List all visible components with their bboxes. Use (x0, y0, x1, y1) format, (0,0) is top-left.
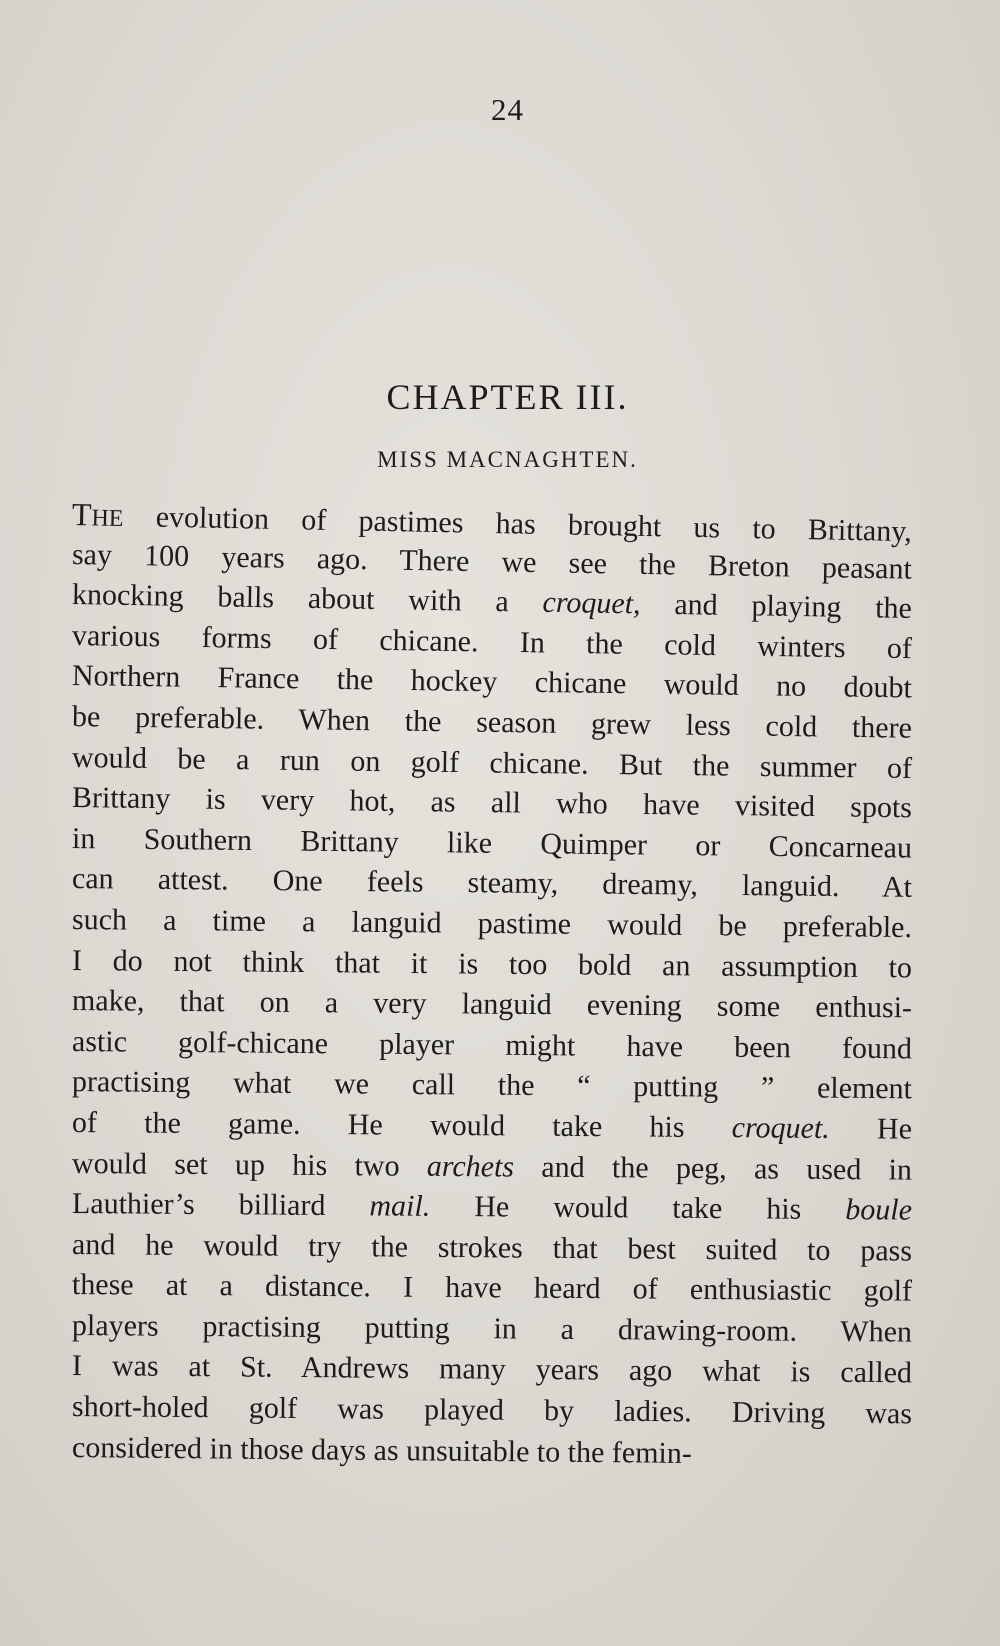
text-segment: and the peg, as used in (513, 1149, 913, 1187)
italic-term: croquet, (542, 585, 641, 621)
text-line (72, 1144, 912, 1191)
text-line (72, 1103, 912, 1150)
text-segment: I was at St. Andrews many years ago what is called (71, 1349, 913, 1390)
page-number: 24 (491, 92, 524, 127)
text-segment: of the game. He would take his (71, 1105, 732, 1145)
text-segment: Lauthier’s billiard (71, 1187, 370, 1223)
opening-word-rest: HE (91, 505, 124, 532)
text-segment: and playing the (640, 587, 913, 626)
text-segment: in Southern Brittany like Quimper or Concarneau (71, 821, 913, 865)
text-segment: would set up his two (71, 1146, 427, 1183)
text-segment: can attest. One feels steamy, dreamy, languid. At (71, 862, 913, 905)
text-segment: would be a run on golf chicane. But the summer of (71, 740, 913, 785)
text-segment: various forms of chicane. In the cold winters of (71, 618, 913, 665)
text-line (72, 981, 912, 1029)
text-segment: players practising putting in a drawing-room. When (71, 1308, 913, 1349)
text-line (72, 1184, 912, 1231)
italic-term: boule (845, 1193, 913, 1227)
text-segment: these at a distance. I have heard of enthusiastic golf (71, 1268, 913, 1308)
text-segment: such a time a languid pastime would be preferable. (71, 902, 913, 945)
italic-term: croquet. (731, 1111, 830, 1145)
text-segment: short-holed golf was played by ladies. Driving was (71, 1390, 913, 1431)
italic-term: mail. (369, 1189, 431, 1223)
text-segment: be preferable. When the season grew less cold there (71, 699, 913, 745)
text-line (72, 1306, 912, 1353)
text-segment: and he would try the strokes that best suited to pass (71, 1227, 913, 1268)
text-segment: considered in those days as unsuitable to the femin- (71, 1430, 692, 1470)
text-segment: say 100 years ago. There we see the Breton peasant (71, 537, 913, 586)
text-segment: evolution of pastimes has brought us to Brittany, (123, 499, 913, 549)
text-segment: He would take his (430, 1189, 846, 1227)
text-segment: knocking balls about with a (71, 578, 543, 619)
body-paragraph (72, 494, 912, 1468)
text-segment: Brittany is very hot, as all who have visited spots (71, 781, 913, 825)
text-line (72, 1225, 912, 1272)
text-segment: He (829, 1111, 913, 1146)
chapter-title: CHAPTER III. (386, 377, 629, 417)
text-line (72, 1387, 912, 1435)
text-line (72, 1428, 912, 1477)
text-segment: practising what we call the “ putting ” element (71, 1065, 913, 1106)
opening-word-initial: T (71, 496, 92, 533)
text-segment: make, that on a very languid evening some enthusi- (71, 984, 913, 1025)
text-line (72, 1265, 912, 1312)
chapter-subtitle: MISS MACNAGHTEN. (377, 447, 638, 472)
italic-term: archets (426, 1149, 515, 1183)
text-segment: Northern France the hockey chicane would no doubt (71, 659, 913, 705)
text-segment: I do not think that it is too bold an assumption to (71, 943, 913, 984)
text-segment: astic golf-chicane player might have been found (71, 1024, 913, 1066)
